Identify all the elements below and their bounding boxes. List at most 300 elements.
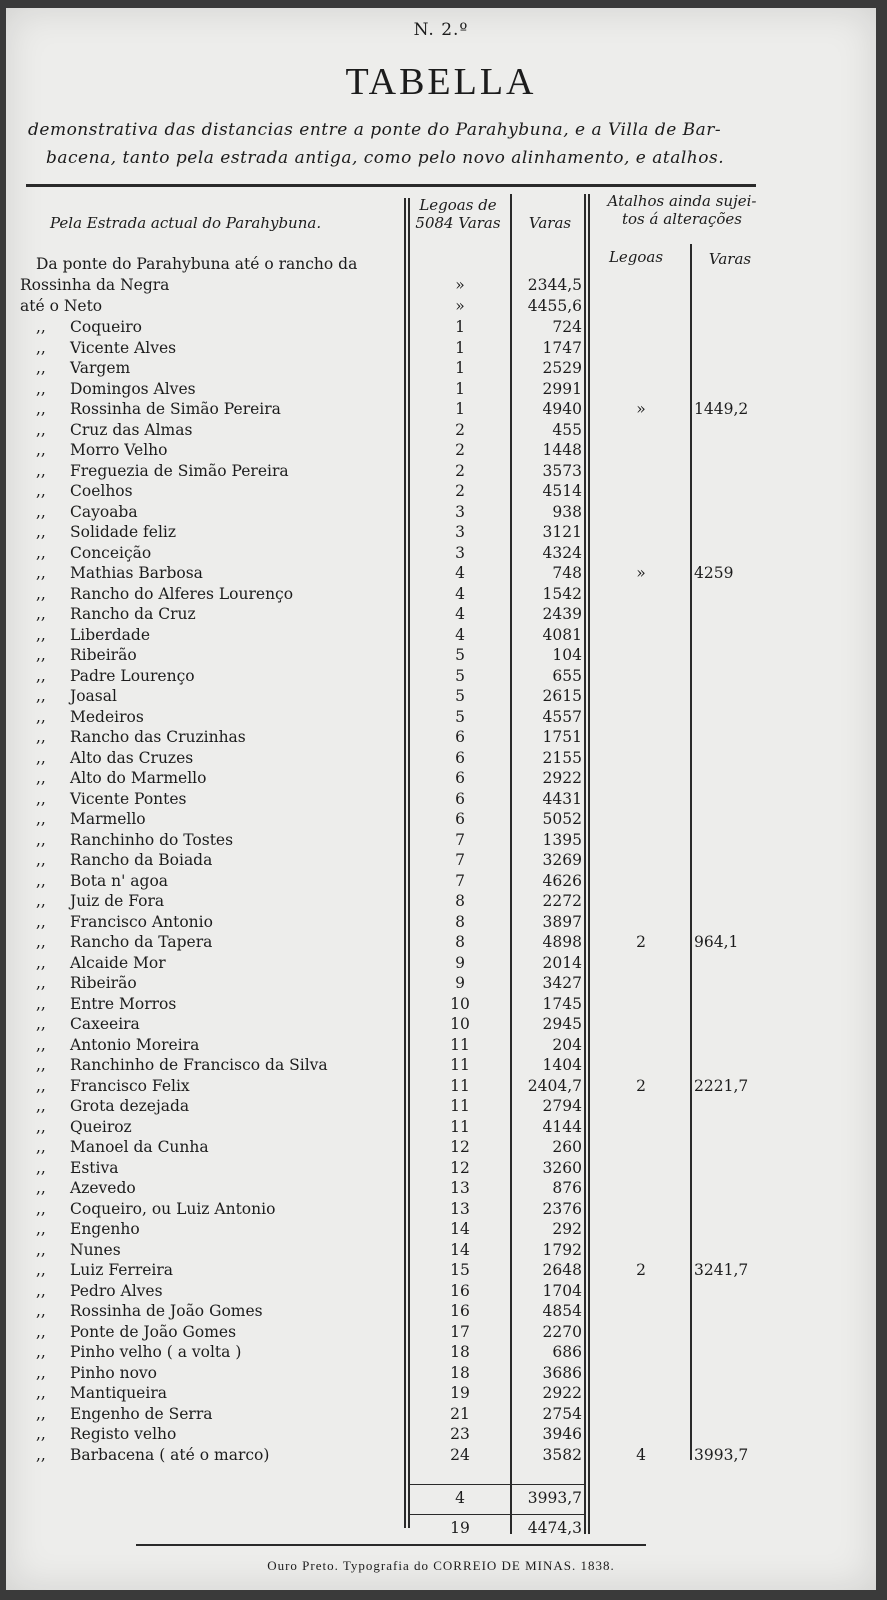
atalho-legoas-value: » — [636, 564, 646, 582]
intro-row — [6, 275, 876, 295]
ditto-mark: ,, — [36, 1076, 46, 1095]
ditto-mark: ,, — [36, 1343, 46, 1361]
legoas-value: 3 — [455, 543, 465, 562]
varas-value: 5052 — [542, 810, 582, 828]
total-row — [6, 1518, 876, 1538]
legoas-value: 6 — [455, 748, 465, 767]
legoas-value: 3 — [455, 502, 465, 521]
subtotal-row — [6, 1488, 876, 1508]
place-name: Solidade feliz — [70, 523, 177, 541]
varas-value: 1704 — [542, 1281, 582, 1300]
legoas-value: 2 — [455, 441, 465, 459]
legoas-value: 14 — [450, 1220, 470, 1238]
table-row — [6, 379, 876, 399]
place-name: Grota dezejada — [70, 1097, 190, 1115]
varas-value: 3427 — [542, 974, 582, 992]
legoas-value: 11 — [450, 1117, 470, 1136]
ditto-mark: ,, — [36, 1138, 46, 1156]
varas-value: 4514 — [542, 482, 582, 500]
legoas-value: 17 — [450, 1322, 470, 1341]
ditto-mark: ,, — [36, 1179, 46, 1197]
varas-value: 1542 — [542, 584, 582, 603]
intro-row — [6, 254, 876, 274]
table-row — [6, 1035, 876, 1055]
varas-value: 3121 — [542, 523, 582, 541]
ditto-mark: ,, — [36, 1384, 46, 1402]
place-name: Luiz Ferreira — [70, 1261, 174, 1279]
legoas-value: 4 — [455, 564, 465, 582]
varas-value: 3686 — [542, 1363, 582, 1382]
legoas-value: 6 — [455, 728, 465, 746]
varas-value: 1747 — [542, 338, 582, 357]
legoas-value: 1 — [455, 359, 465, 377]
ditto-mark: ,, — [36, 1199, 46, 1218]
varas-value: 2922 — [542, 1384, 582, 1402]
varas-value: 3260 — [542, 1158, 582, 1177]
legoas-value: 6 — [455, 810, 465, 828]
atalho-varas-value: 3241,7 — [694, 1261, 749, 1279]
subtitle-line-2: bacena, tanto pela estrada antiga, como pelo novo alinhamento, e atalhos. — [46, 148, 725, 168]
varas-value: 4081 — [542, 625, 582, 644]
col-header-atalhos-legoas: Legoas — [608, 248, 664, 266]
varas-value: 2155 — [542, 748, 582, 767]
varas-value: 2922 — [542, 769, 582, 787]
place-name: Morro Velho — [70, 441, 168, 459]
atalho-varas-value: 4259 — [694, 564, 734, 582]
ditto-mark: ,, — [36, 420, 46, 439]
ditto-mark: ,, — [36, 1056, 46, 1074]
ditto-mark: ,, — [36, 974, 46, 992]
sum-rule — [410, 1484, 586, 1485]
table-row — [6, 1322, 876, 1342]
place-name: Vargem — [70, 359, 131, 377]
table-row — [6, 1404, 876, 1424]
place-name: Estiva — [70, 1158, 119, 1177]
varas-value: 1395 — [542, 830, 582, 849]
legoas-value: 7 — [455, 871, 465, 890]
legoas-value: 14 — [450, 1240, 470, 1259]
col-header-varas: Varas — [528, 214, 572, 232]
legoas-value: 5 — [455, 707, 465, 726]
ditto-mark: ,, — [36, 625, 46, 644]
place-name: Engenho de Serra — [70, 1404, 213, 1423]
sum-rule — [410, 1514, 586, 1515]
col-header-atalhos: Atalhos ainda sujei- tos á alterações — [607, 192, 757, 228]
varas-value: 260 — [552, 1138, 582, 1156]
table-row — [6, 973, 876, 993]
table-row — [6, 727, 876, 747]
varas-value: 938 — [552, 502, 582, 521]
table-row — [6, 420, 876, 440]
document-page — [6, 8, 876, 1590]
legoas-value: 19 — [450, 1384, 470, 1402]
place-name: Mantiqueira — [70, 1384, 167, 1402]
ditto-mark: ,, — [36, 400, 46, 418]
table-row — [6, 1096, 876, 1116]
table-row — [6, 543, 876, 563]
place-name: Coqueiro, ou Luiz Antonio — [70, 1199, 276, 1218]
ditto-mark: ,, — [36, 687, 46, 705]
varas-value: 3946 — [542, 1425, 582, 1443]
legoas-value: 1 — [455, 379, 465, 398]
ditto-mark: ,, — [36, 1158, 46, 1177]
ditto-mark: ,, — [36, 482, 46, 500]
place-name: Azevedo — [70, 1179, 136, 1197]
varas-value: 2615 — [542, 687, 582, 705]
intro-line-3-varas: 4455,6 — [527, 297, 582, 315]
legoas-value: 11 — [450, 1056, 470, 1074]
legoas-value: 8 — [455, 912, 465, 931]
atalho-legoas-value: 2 — [636, 933, 646, 951]
table-row — [6, 1055, 876, 1075]
ditto-mark: ,, — [36, 1261, 46, 1279]
place-name: Rancho da Cruz — [70, 605, 196, 623]
ditto-mark: ,, — [36, 461, 46, 480]
place-name: Alto do Marmello — [70, 769, 207, 787]
atalho-legoas-value: » — [636, 400, 646, 418]
legoas-value: 2 — [455, 461, 465, 480]
legoas-value: 11 — [450, 1035, 470, 1054]
table-row — [6, 1342, 876, 1362]
varas-value: 2439 — [542, 605, 582, 623]
place-name: Rancho da Tapera — [70, 933, 213, 951]
legoas-value: 3 — [455, 523, 465, 541]
varas-value: 655 — [552, 666, 582, 685]
col-header-legoas: Legoas de 5084 Varas — [415, 196, 501, 232]
place-name: Vicente Pontes — [70, 789, 187, 808]
ditto-mark: ,, — [36, 953, 46, 972]
varas-value: 724 — [552, 318, 582, 336]
table-row — [6, 625, 876, 645]
place-name: Mathias Barbosa — [70, 564, 203, 582]
legoas-value: 15 — [450, 1261, 470, 1279]
legoas-value: 11 — [450, 1076, 470, 1095]
varas-value: 876 — [552, 1179, 582, 1197]
place-name: Francisco Felix — [70, 1076, 190, 1095]
atalho-varas-value: 2221,7 — [694, 1076, 749, 1095]
table-row — [6, 563, 876, 583]
ditto-mark: ,, — [36, 646, 46, 664]
table-row — [6, 317, 876, 337]
ditto-mark: ,, — [36, 1097, 46, 1115]
col-header-road: Pela Estrada actual do Parahybuna. — [50, 214, 322, 232]
atalho-legoas-value: 4 — [636, 1445, 646, 1464]
legoas-value: 4 — [455, 605, 465, 623]
varas-value: 2794 — [542, 1097, 582, 1115]
varas-value: 455 — [552, 420, 582, 439]
varas-value: 2272 — [542, 892, 582, 910]
subtitle-line-1: demonstrativa das distancias entre a ponte do Parahybuna, e a Villa de Bar- — [28, 120, 722, 140]
intro-line-2: Rossinha da Negra — [20, 276, 170, 294]
table-row — [6, 1178, 876, 1198]
varas-value: 4940 — [542, 400, 582, 418]
place-name: Ranchinho do Tostes — [70, 830, 234, 849]
legoas-value: 4 — [455, 584, 465, 603]
varas-value: 4324 — [542, 543, 582, 562]
table-row — [6, 1219, 876, 1239]
legoas-value: 4 — [455, 625, 465, 644]
ditto-mark: ,, — [36, 1425, 46, 1443]
table-row — [6, 645, 876, 665]
ditto-mark: ,, — [36, 892, 46, 910]
varas-value: 748 — [552, 564, 582, 582]
table-row — [6, 953, 876, 973]
ditto-mark: ,, — [36, 359, 46, 377]
ditto-mark: ,, — [36, 1240, 46, 1259]
legoas-value: 11 — [450, 1097, 470, 1115]
varas-value: 1404 — [542, 1056, 582, 1074]
varas-value: 4144 — [542, 1117, 582, 1136]
subtotal-varas: 3993,7 — [527, 1489, 582, 1507]
atalho-varas-value: 964,1 — [694, 933, 739, 951]
varas-value: 3269 — [542, 851, 582, 869]
legoas-value: 13 — [450, 1179, 470, 1197]
place-name: Francisco Antonio — [70, 912, 213, 931]
table-row — [6, 830, 876, 850]
legoas-value: 16 — [450, 1302, 470, 1320]
place-name: Registo velho — [70, 1425, 177, 1443]
varas-value: 3897 — [542, 912, 582, 931]
ditto-mark: ,, — [36, 933, 46, 951]
ditto-mark: ,, — [36, 523, 46, 541]
place-name: Ponte de João Gomes — [70, 1322, 237, 1341]
table-row — [6, 1260, 876, 1280]
place-name: Bota n' agoa — [70, 871, 169, 890]
table-row — [6, 338, 876, 358]
ditto-mark: ,, — [36, 1281, 46, 1300]
table-row — [6, 1158, 876, 1178]
ditto-mark: ,, — [36, 851, 46, 869]
ditto-mark: ,, — [36, 728, 46, 746]
table-row — [6, 481, 876, 501]
place-name: Freguezia de Simão Pereira — [70, 461, 289, 480]
col-header-atalhos-varas: Varas — [708, 250, 752, 268]
place-name: Liberdade — [70, 625, 151, 644]
ditto-mark: ,, — [36, 1404, 46, 1423]
ditto-mark: ,, — [36, 584, 46, 603]
legoas-value: 24 — [450, 1445, 470, 1464]
varas-value: 4557 — [542, 707, 582, 726]
legoas-value: 1 — [455, 338, 465, 357]
legoas-value: 7 — [455, 851, 465, 869]
subtotal-legoas: 4 — [455, 1489, 465, 1507]
total-legoas: 19 — [450, 1519, 470, 1537]
varas-value: 3573 — [542, 461, 582, 480]
place-name: Rossinha de João Gomes — [70, 1302, 263, 1320]
ditto-mark: ,, — [36, 912, 46, 931]
place-name: Pedro Alves — [70, 1281, 163, 1300]
table-row — [6, 748, 876, 768]
legoas-value: 16 — [450, 1281, 470, 1300]
varas-value: 2376 — [542, 1199, 582, 1218]
table-row — [6, 686, 876, 706]
ditto-mark: ,, — [36, 379, 46, 398]
place-name: Engenho — [70, 1220, 140, 1238]
place-name: Cruz das Almas — [70, 420, 193, 439]
atalho-legoas-value: 2 — [636, 1076, 646, 1095]
place-name: Vicente Alves — [70, 338, 177, 357]
table-row — [6, 1199, 876, 1219]
table-row — [6, 399, 876, 419]
place-name: Nunes — [70, 1240, 121, 1259]
table-row — [6, 871, 876, 891]
table-row — [6, 1281, 876, 1301]
legoas-value: 10 — [450, 1015, 470, 1033]
ditto-mark: ,, — [36, 1363, 46, 1382]
varas-value: 104 — [552, 646, 582, 664]
atalho-varas-value: 1449,2 — [694, 400, 749, 418]
place-name: Padre Lourenço — [70, 666, 195, 685]
table-row — [6, 440, 876, 460]
table-row — [6, 1076, 876, 1096]
table-row — [6, 1424, 876, 1444]
ditto-mark: ,, — [36, 564, 46, 582]
legoas-value: 9 — [455, 974, 465, 992]
table-row — [6, 850, 876, 870]
place-name: Barbacena ( até o marco) — [70, 1445, 270, 1464]
place-name: Coelhos — [70, 482, 133, 500]
legoas-value: 12 — [450, 1138, 470, 1156]
varas-value: 3582 — [542, 1445, 582, 1464]
table-row — [6, 502, 876, 522]
table-row — [6, 358, 876, 378]
table-row — [6, 1014, 876, 1034]
intro-line-1: Da ponte do Parahybuna até o rancho da — [36, 255, 358, 273]
legoas-value: 18 — [450, 1343, 470, 1361]
place-name: Pinho novo — [70, 1363, 158, 1382]
table-row — [6, 461, 876, 481]
legoas-value: 1 — [455, 400, 465, 418]
varas-value: 2754 — [542, 1404, 582, 1423]
ditto-mark: ,, — [36, 1015, 46, 1033]
ditto-mark: ,, — [36, 666, 46, 685]
ditto-mark: ,, — [36, 707, 46, 726]
legoas-value: 5 — [455, 687, 465, 705]
ditto-mark: ,, — [36, 994, 46, 1013]
place-name: Coqueiro — [70, 318, 142, 336]
ditto-mark: ,, — [36, 769, 46, 787]
table-row — [6, 994, 876, 1014]
table-row — [6, 522, 876, 542]
varas-value: 1792 — [542, 1240, 582, 1259]
legoas-value: 5 — [455, 666, 465, 685]
ditto-mark: ,, — [36, 318, 46, 336]
ditto-mark: ,, — [36, 605, 46, 623]
intro-line-2-varas: 2344,5 — [527, 276, 582, 294]
place-name: Joasal — [70, 687, 117, 705]
legoas-value: 10 — [450, 994, 470, 1013]
ditto-mark: ,, — [36, 830, 46, 849]
place-name: Ranchinho de Francisco da Silva — [70, 1056, 328, 1074]
table-row — [6, 1363, 876, 1383]
varas-value: 2648 — [542, 1261, 582, 1279]
place-name: Rancho do Alferes Lourenço — [70, 584, 294, 603]
place-name: Queiroz — [70, 1117, 132, 1136]
varas-value: 2529 — [542, 359, 582, 377]
place-name: Marmello — [70, 810, 146, 828]
varas-value: 2991 — [542, 379, 582, 398]
atalho-varas-value: 3993,7 — [694, 1445, 749, 1464]
place-name: Caxeeira — [70, 1015, 140, 1033]
varas-value: 1745 — [542, 994, 582, 1013]
ditto-mark: ,, — [36, 1302, 46, 1320]
atalho-legoas-value: 2 — [636, 1261, 646, 1279]
varas-value: 4431 — [542, 789, 582, 808]
legoas-value: 13 — [450, 1199, 470, 1218]
ditto-mark: ,, — [36, 1117, 46, 1136]
table-bottom-rule — [136, 1544, 646, 1546]
place-name: Domingos Alves — [70, 379, 196, 398]
legoas-value: 21 — [450, 1404, 470, 1423]
varas-value: 1751 — [542, 728, 582, 746]
place-name: Juiz de Fora — [70, 892, 165, 910]
ditto-mark: ,, — [36, 502, 46, 521]
varas-value: 204 — [552, 1035, 582, 1054]
varas-value: 4626 — [542, 871, 582, 890]
varas-value: 4854 — [542, 1302, 582, 1320]
place-name: Alto das Cruzes — [70, 748, 194, 767]
table-row — [6, 707, 876, 727]
ditto-mark: ,, — [36, 1220, 46, 1238]
table-number: N. 2.º — [413, 20, 469, 40]
table-row — [6, 1383, 876, 1403]
table-row — [6, 1137, 876, 1157]
place-name: Rossinha de Simão Pereira — [70, 400, 281, 418]
varas-value: 4898 — [542, 933, 582, 951]
table-row — [6, 789, 876, 809]
place-name: Rancho da Boiada — [70, 851, 213, 869]
table-row — [6, 912, 876, 932]
table-row — [6, 1240, 876, 1260]
place-name: Entre Morros — [70, 994, 177, 1013]
place-name: Rancho das Cruzinhas — [70, 728, 246, 746]
intro-line-2-legoas: » — [455, 276, 465, 294]
ditto-mark: ,, — [36, 810, 46, 828]
legoas-value: 6 — [455, 789, 465, 808]
legoas-value: 5 — [455, 646, 465, 664]
place-name: Ribeirão — [70, 974, 137, 992]
legoas-value: 1 — [455, 318, 465, 336]
varas-value: 292 — [552, 1220, 582, 1238]
table-top-rule — [26, 184, 756, 187]
legoas-value: 9 — [455, 953, 465, 972]
printer-imprint: Ouro Preto. Typografia do CORREIO DE MINAS. 1838. — [267, 1558, 615, 1573]
ditto-mark: ,, — [36, 338, 46, 357]
table-row — [6, 1445, 876, 1465]
intro-line-3-legoas: » — [455, 297, 465, 315]
table-row — [6, 1117, 876, 1137]
varas-value: 2404,7 — [527, 1076, 582, 1095]
table-row — [6, 604, 876, 624]
ditto-mark: ,, — [36, 441, 46, 459]
page-title: TABELLA — [345, 61, 537, 103]
legoas-value: 2 — [455, 420, 465, 439]
table-row — [6, 666, 876, 686]
place-name: Ribeirão — [70, 646, 137, 664]
table-row — [6, 768, 876, 788]
ditto-mark: ,, — [36, 748, 46, 767]
legoas-value: 7 — [455, 830, 465, 849]
table-row — [6, 932, 876, 952]
varas-value: 1448 — [542, 441, 582, 459]
ditto-mark: ,, — [36, 1035, 46, 1054]
place-name: Manoel da Cunha — [70, 1138, 209, 1156]
legoas-value: 8 — [455, 933, 465, 951]
place-name: Antonio Moreira — [70, 1035, 200, 1054]
legoas-value: 23 — [450, 1425, 470, 1443]
legoas-value: 8 — [455, 892, 465, 910]
table-row — [6, 891, 876, 911]
